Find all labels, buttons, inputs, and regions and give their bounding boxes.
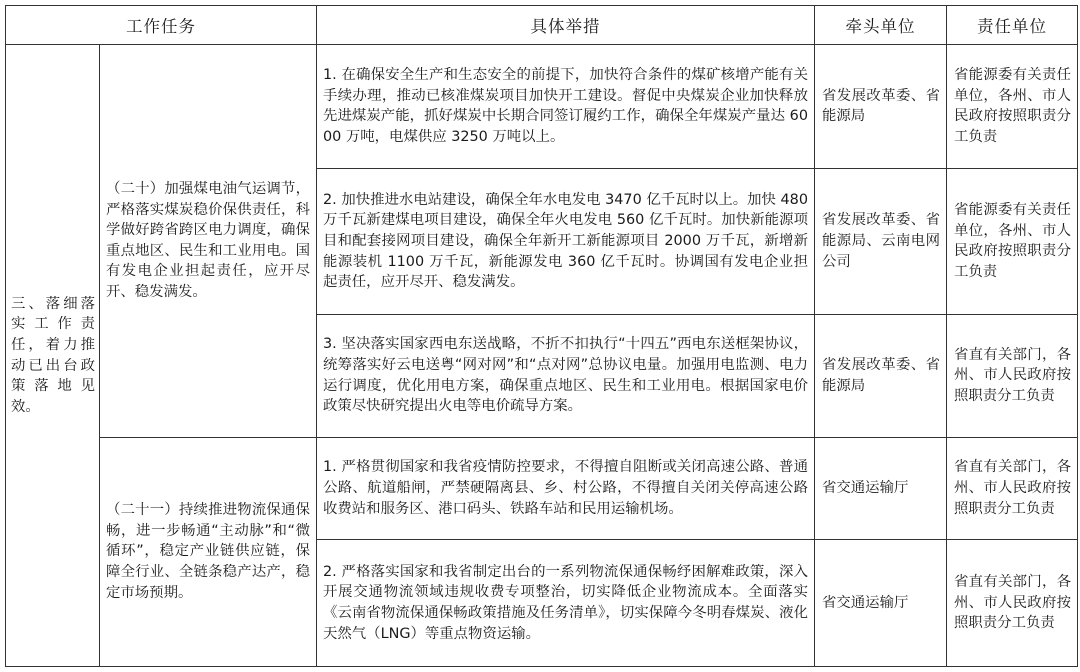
header-responsible-unit: 责任单位 <box>947 6 1078 45</box>
lead-unit-cell: 省发展改革委、省能源局 <box>815 314 947 437</box>
responsible-unit-cell: 省直有关部门，各州、市人民政府按照职责分工负责 <box>947 314 1078 437</box>
responsible-unit-cell: 省直有关部门，各州、市人民政府按照职责分工负责 <box>947 540 1078 667</box>
table-row <box>6 437 1078 540</box>
header-lead-unit: 牵头单位 <box>815 6 947 45</box>
lead-unit-cell: 省发展改革委、省能源局 <box>815 45 947 169</box>
measure-cell: 3. 坚决落实国家西电东送战略，不折不扣执行“十四五”西电东送框架协议，统筹落实好云电送粤“网对网”和“点对网”总协议电量。加强用电监测、电力运行调度，优化用电方案，确保重点地区、民生和工业用电。根据国家电价政策尽快研究提出火电等电价疏导方案。 <box>317 314 815 437</box>
measure-cell: 1. 在确保安全生产和生态安全的前提下，加快符合条件的煤矿核增产能有关手续办理，推动已核准煤炭项目加快开工建设。督促中央煤炭企业加快释放先进煤炭产能，抓好煤炭中长期合同签订履约工作，确保全年煤炭产量达 6000 万吨，电煤供应 3250 万吨以上。 <box>317 45 815 169</box>
responsible-unit-cell: 省能源委有关责任单位，各州、市人民政府按照职责分工负责 <box>947 45 1078 169</box>
subtask-cell: （二十一）持续推进物流保通保畅，进一步畅通“主动脉”和“微循环”，稳定产业链供应链，保障全行业、全链条稳产达产，稳定市场预期。 <box>100 437 317 667</box>
header-row <box>6 6 1078 45</box>
responsible-unit-cell: 省直有关部门，各州、市人民政府按照职责分工负责 <box>947 437 1078 540</box>
lead-unit-cell: 省交通运输厅 <box>815 437 947 540</box>
subtask-cell: （二十）加强煤电油气运调节，严格落实煤炭稳价保供责任，科学做好跨省跨区电力调度，确保重点地区、民生和工业用电。国有发电企业担起责任，应开尽开、稳发满发。 <box>100 45 317 438</box>
table-row <box>6 45 1078 169</box>
measure-cell: 2. 加快推进水电站建设，确保全年水电发电 3470 亿千瓦时以上。加快 480 万千瓦新建煤电项目建设，确保全年火电发电 560 亿千瓦时。加快新能源项目和配套接网项目建设，确保全年新开工新能源项目 2000 万千瓦，新增新能源装机 1100 万千瓦，新能源发电 360 亿千瓦时。协调国有发电企业担起责任，应开尽开、稳发满发。 <box>317 168 815 314</box>
measure-cell: 1. 严格贯彻国家和我省疫情防控要求，不得擅自阻断或关闭高速公路、普通公路、航道船闸，严禁硬隔离县、乡、村公路，不得擅自关闭关停高速公路收费站和服务区、港口码头、铁路车站和民用运输机场。 <box>317 437 815 540</box>
header-task: 工作任务 <box>6 6 317 45</box>
main-task-cell: 三、落细落实工作责任，着力推动已出台政策落地见效。 <box>6 45 100 667</box>
measure-cell: 2. 严格落实国家和我省制定出台的一系列物流保通保畅纾困解难政策，深入开展交通物流领域违规收费专项整治，切实降低企业物流成本。全面落实《云南省物流保通保畅政策措施及任务清单》，切实保障今冬明春煤炭、液化天然气（LNG）等重点物资运输。 <box>317 540 815 667</box>
header-measures: 具体举措 <box>317 6 815 45</box>
lead-unit-cell: 省交通运输厅 <box>815 540 947 667</box>
lead-unit-cell: 省发展改革委、省能源局、云南电网公司 <box>815 168 947 314</box>
responsible-unit-cell: 省能源委有关责任单位，各州、市人民政府按照职责分工负责 <box>947 168 1078 314</box>
task-table <box>5 5 1078 667</box>
